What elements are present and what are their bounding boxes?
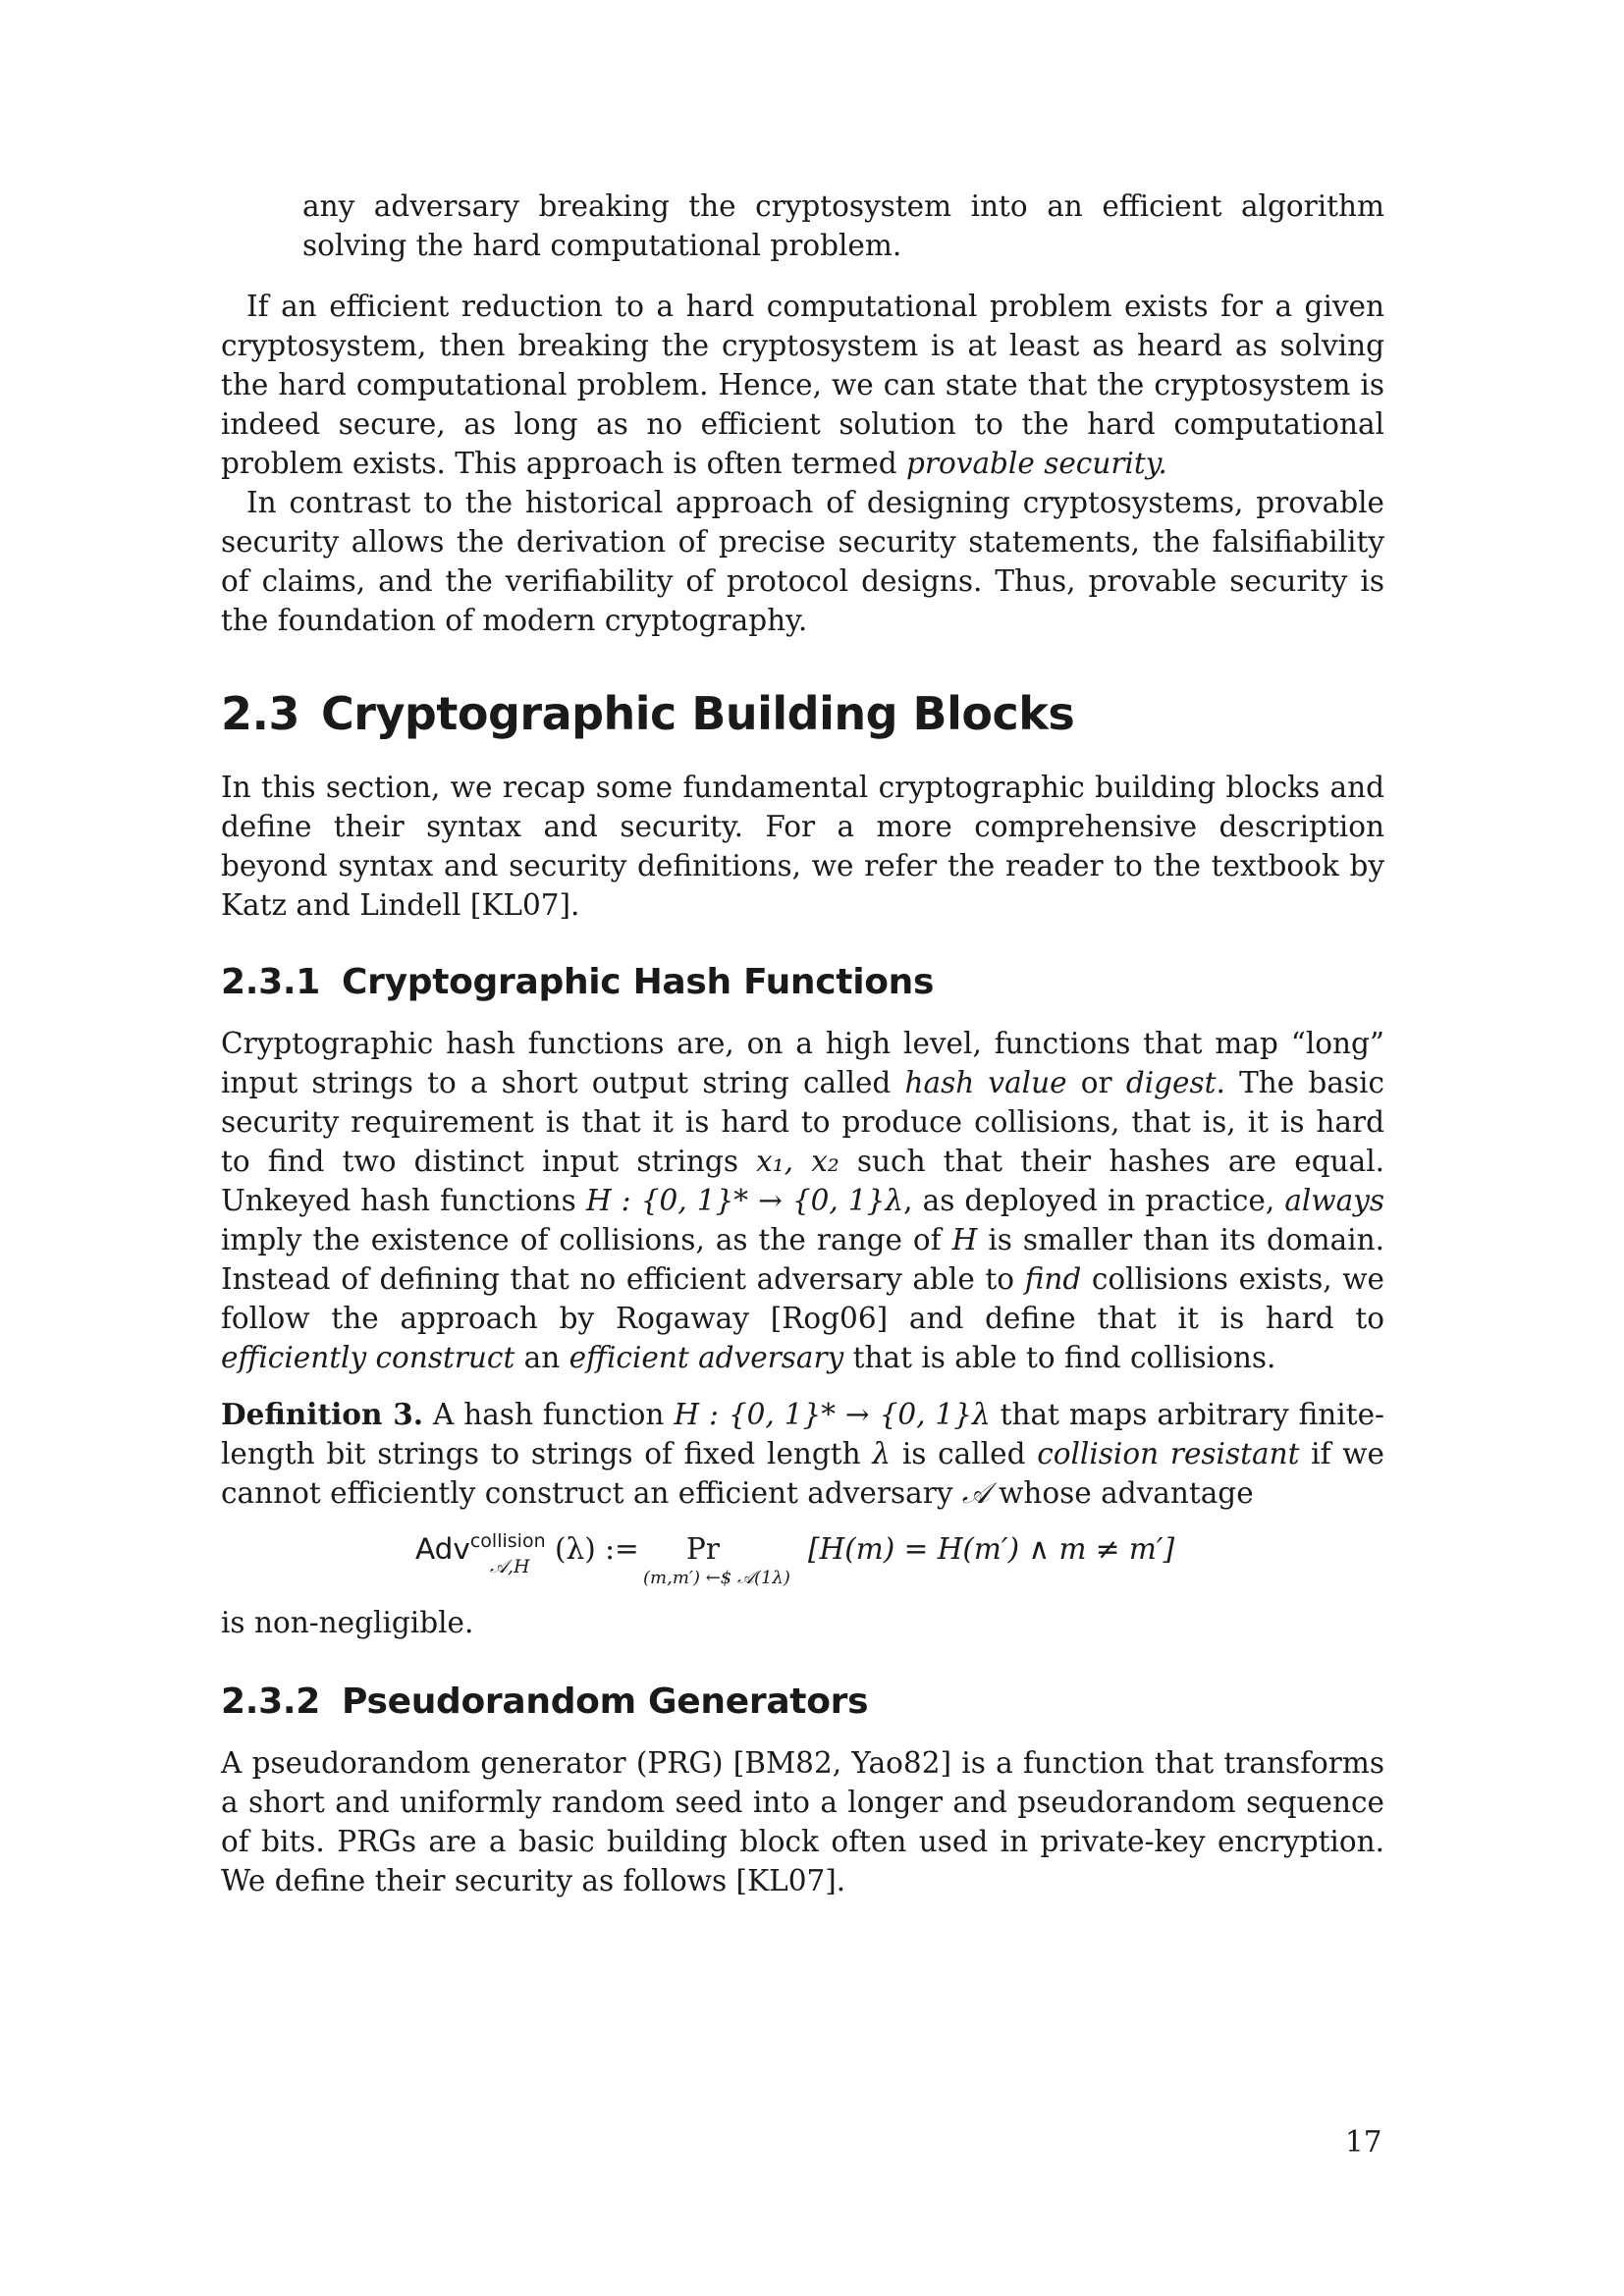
provable-security-paragraph: In contrast to the historical approach of designing cryptosystems, provable security allows the derivation of precise security statements, the falsifiability of claims, and the verifiability of protocol designs. Thus, provable security is the foundation of modern cryptography. <box>221 486 1384 637</box>
section-heading-2-3: 2.3 Cryptographic Building Blocks <box>221 687 1075 740</box>
formula-rhs: [H(m) = H(m′) ∧ m ≠ m′] <box>808 1532 1175 1566</box>
hash-functions-paragraph: Cryptographic hash functions are, on a high level, functions that map “long” input strings to a short output string called hash value or digest. The basic security requirement is that it is hard to produce collisions, that is, it is hard to find two distinct input strings x₁, x₂ such that their hashes are equal. Unkeyed hash functions H : {0, 1}* → {0, 1}λ, as deployed in practice, always imply the existence of collisions, as the range of H is smaller than its domain. Instead of defining that no efficient adversary able to find collisions exists, we follow the approach by Rogaway [Rog06] and define that it is hard to efficiently construct an efficient adversary that is able to find collisions. <box>221 1027 1385 1374</box>
subsection-heading-2-3-1: 2.3.1 Cryptographic Hash Functions <box>221 962 935 1002</box>
formula-probability: Pr <box>686 1532 720 1566</box>
continuation-paragraph: any adversary breaking the cryptosystem into an efficient algorithm solving the hard computational problem. <box>302 189 1384 262</box>
definition-3: Definition 3. A hash function H : {0, 1}* → {0, 1}λ that maps arbitrary finite-length bit strings to strings of fixed length λ is called collision resistant if we cannot efficiently construct an efficient adversary 𝒜 whose advantage <box>221 1397 1385 1510</box>
collision-advantage-formula <box>221 1522 1384 1599</box>
formula-lhs: Adv$^{collision}$ 𝒜,H (λ) := <box>415 1530 639 1577</box>
prg-paragraph: A pseudorandom generator (PRG) [BM82, Yao82] is a function that transforms a short and uniformly random seed into a longer and pseudorandom sequence of bits. PRGs are a basic building block often used in private-key encryption. We define their security as follows [KL07]. <box>221 1746 1384 1897</box>
formula-probability-subscript: (m,m′) ←$ 𝒜(1λ) <box>643 1568 790 1588</box>
page-number: 17 <box>1345 2125 1382 2159</box>
section-intro-paragraph: In this section, we recap some fundamental cryptographic building blocks and define their syntax and security. For a more comprehensive description beyond syntax and security definitions, we refer the reader to the textbook by Katz and Lindell [KL07]. <box>221 771 1384 922</box>
definition-conclusion: is non-negligible. <box>221 1606 474 1639</box>
reduction-paragraph: If an efficient reduction to a hard computational problem exists for a given cryptosystem, then breaking the cryptosystem is at least as heard as solving the hard computational problem. Hence, we can state that the cryptosystem is indeed secure, as long as no efficient solution to the hard computational problem exists. This approach is often termed provable security. <box>221 290 1384 480</box>
subsection-heading-2-3-2: 2.3.2 Pseudorandom Generators <box>221 1682 869 1722</box>
page-body <box>221 187 1384 1900</box>
